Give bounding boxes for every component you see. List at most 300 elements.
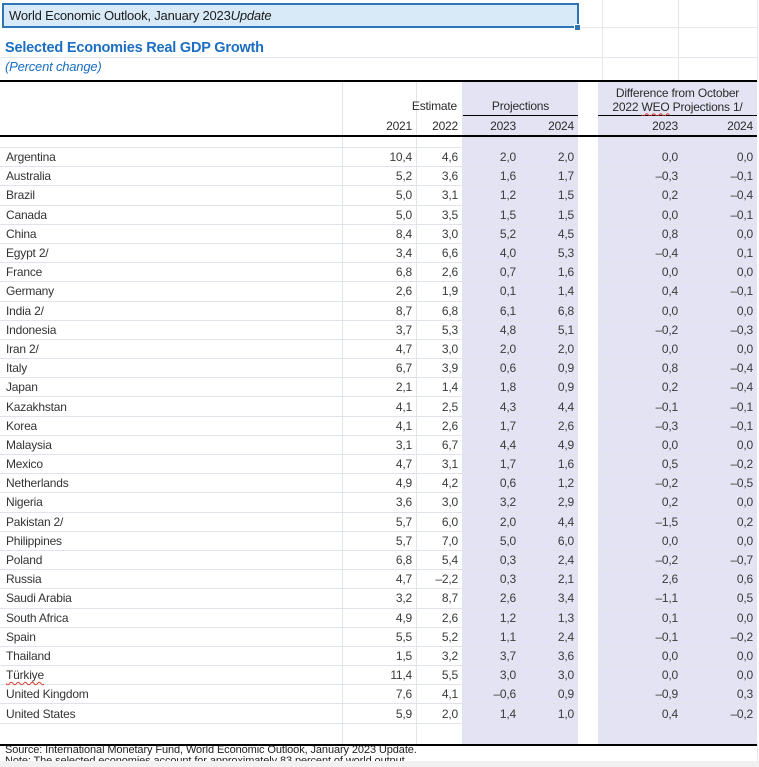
value-cell[interactable]: 5,4 (417, 551, 463, 570)
value-cell[interactable]: 4,8 (463, 321, 520, 340)
value-cell[interactable]: 1,2 (463, 609, 520, 628)
gap-cell[interactable] (578, 532, 598, 551)
year-header-proj-2024[interactable]: 2024 (520, 116, 578, 135)
gap-cell[interactable] (578, 455, 598, 474)
value-cell[interactable]: 8,7 (343, 302, 417, 321)
table-row (0, 647, 757, 666)
country-cell[interactable]: United Kingdom (0, 685, 343, 704)
country-cell[interactable]: Korea (0, 417, 343, 436)
country-name-flagged: Türkiye (6, 668, 44, 683)
table-row (0, 167, 757, 186)
table-row (0, 532, 757, 551)
value-cell[interactable]: 0,8 (598, 225, 682, 244)
spacer-cell (417, 137, 463, 148)
value-cell[interactable]: 0,4 (598, 282, 682, 301)
value-cell[interactable]: 3,0 (417, 340, 463, 359)
value-cell[interactable]: 2,1 (520, 570, 578, 589)
value-cell[interactable]: 0,0 (682, 263, 757, 282)
page-title: Selected Economies Real GDP Growth (5, 40, 264, 56)
gap-cell[interactable] (578, 513, 598, 532)
gap-cell[interactable] (578, 474, 598, 493)
value-cell[interactable]: 8,7 (417, 589, 463, 608)
value-cell[interactable]: 2,6 (343, 282, 417, 301)
difference-header-line1: Difference from October (615, 86, 740, 100)
value-cell[interactable]: 0,0 (682, 493, 757, 512)
value-cell[interactable]: 4,5 (520, 225, 578, 244)
value-cell[interactable]: 4,7 (343, 455, 417, 474)
value-cell[interactable]: 4,3 (463, 397, 520, 416)
value-cell[interactable]: 8,4 (343, 225, 417, 244)
country-cell[interactable]: United States (0, 704, 343, 723)
gap-cell[interactable] (578, 628, 598, 647)
year-header-2021[interactable]: 2021 (343, 116, 417, 135)
value-cell[interactable]: 6,7 (417, 436, 463, 455)
post-cell (463, 724, 520, 744)
value-cell[interactable]: 5,3 (520, 244, 578, 263)
country-cell[interactable]: India 2/ (0, 302, 343, 321)
value-cell[interactable]: 6,0 (417, 513, 463, 532)
gap-cell[interactable] (578, 647, 598, 666)
country-cell[interactable]: Thailand (0, 647, 343, 666)
value-cell[interactable]: 6,6 (417, 244, 463, 263)
value-cell[interactable]: 4,6 (417, 148, 463, 167)
value-cell[interactable]: –0,1 (682, 167, 757, 186)
value-cell[interactable]: 0,0 (598, 148, 682, 167)
country-cell[interactable]: Mexico (0, 455, 343, 474)
gap-cell[interactable] (578, 359, 598, 378)
value-cell[interactable]: 2,4 (520, 551, 578, 570)
spacer-cell (463, 137, 520, 148)
value-cell[interactable]: 5,0 (463, 532, 520, 551)
value-cell[interactable]: 5,7 (343, 532, 417, 551)
value-cell[interactable]: 0,2 (598, 493, 682, 512)
value-cell[interactable]: –0,1 (682, 397, 757, 416)
value-cell[interactable]: –0,1 (682, 206, 757, 225)
value-cell[interactable]: 0,1 (598, 609, 682, 628)
post-cell (578, 724, 598, 744)
gap-cell[interactable] (578, 206, 598, 225)
country-cell[interactable]: Russia (0, 570, 343, 589)
spacer-cell (0, 137, 343, 148)
workbook-title-update: Update (230, 8, 272, 23)
value-cell[interactable]: 6,0 (520, 532, 578, 551)
value-cell[interactable]: 4,9 (343, 474, 417, 493)
value-cell[interactable]: –0,4 (682, 359, 757, 378)
country-cell[interactable]: Australia (0, 167, 343, 186)
country-cell[interactable]: Saudi Arabia (0, 589, 343, 608)
value-cell[interactable]: 0,5 (598, 455, 682, 474)
value-cell[interactable]: 4,7 (343, 570, 417, 589)
gap-cell[interactable] (578, 493, 598, 512)
value-cell[interactable]: 3,2 (343, 589, 417, 608)
country-cell[interactable]: Italy (0, 359, 343, 378)
value-cell[interactable]: 1,4 (417, 378, 463, 397)
value-cell[interactable]: 2,6 (417, 609, 463, 628)
spacer-cell (343, 137, 417, 148)
country-cell[interactable]: Netherlands (0, 474, 343, 493)
value-cell[interactable]: 3,0 (463, 666, 520, 685)
value-cell[interactable]: 0,1 (463, 282, 520, 301)
value-cell[interactable]: 1,7 (520, 167, 578, 186)
value-cell[interactable]: –1,1 (598, 589, 682, 608)
value-cell[interactable]: 5,3 (417, 321, 463, 340)
country-cell[interactable]: Germany (0, 282, 343, 301)
value-cell[interactable]: 1,9 (417, 282, 463, 301)
header-cell-projections[interactable]: Projections (463, 82, 578, 116)
value-cell[interactable]: –0,5 (682, 474, 757, 493)
header-cell-empty[interactable] (343, 82, 417, 116)
value-cell[interactable]: 7,6 (343, 685, 417, 704)
gap-cell[interactable] (578, 148, 598, 167)
value-cell[interactable]: –0,2 (682, 628, 757, 647)
value-cell[interactable]: 6,7 (343, 359, 417, 378)
sheet-gridline (757, 0, 758, 80)
value-cell[interactable]: 1,7 (463, 455, 520, 474)
table-row (0, 321, 757, 340)
value-cell[interactable]: 0,0 (682, 609, 757, 628)
value-cell[interactable]: 2,6 (417, 263, 463, 282)
country-cell[interactable]: Kazakhstan (0, 397, 343, 416)
value-cell[interactable]: 1,1 (463, 628, 520, 647)
value-cell[interactable]: 4,1 (343, 397, 417, 416)
value-cell[interactable]: 3,5 (417, 206, 463, 225)
value-cell[interactable]: 3,4 (343, 244, 417, 263)
value-cell[interactable]: 0,0 (598, 666, 682, 685)
gap-cell[interactable] (578, 436, 598, 455)
value-cell[interactable]: 1,6 (520, 263, 578, 282)
value-cell[interactable]: 3,1 (343, 436, 417, 455)
post-cell (0, 724, 343, 744)
value-cell[interactable]: 6,8 (343, 263, 417, 282)
value-cell[interactable]: 0,4 (598, 704, 682, 723)
value-cell[interactable]: –0,2 (682, 455, 757, 474)
value-cell[interactable]: 0,0 (598, 647, 682, 666)
country-cell[interactable]: Spain (0, 628, 343, 647)
post-cell (343, 724, 417, 744)
value-cell[interactable]: 2,0 (520, 148, 578, 167)
year-header-2022[interactable]: 2022 (417, 116, 463, 135)
value-cell[interactable]: 1,4 (463, 704, 520, 723)
value-cell[interactable]: 1,6 (520, 455, 578, 474)
value-cell[interactable]: 0,7 (463, 263, 520, 282)
value-cell[interactable]: 2,0 (417, 704, 463, 723)
value-cell[interactable]: –0,4 (682, 378, 757, 397)
value-cell[interactable]: 0,0 (598, 263, 682, 282)
value-cell[interactable]: 3,7 (343, 321, 417, 340)
year-header-proj-2023[interactable]: 2023 (463, 116, 520, 135)
value-cell[interactable]: 5,5 (343, 628, 417, 647)
gap-cell[interactable] (578, 589, 598, 608)
value-cell[interactable]: 2,6 (463, 589, 520, 608)
value-cell[interactable]: 3,1 (417, 186, 463, 205)
value-cell[interactable]: 7,0 (417, 532, 463, 551)
value-cell[interactable]: 3,4 (520, 589, 578, 608)
country-cell[interactable]: Indonesia (0, 321, 343, 340)
sheet-gridline (0, 57, 757, 58)
table-row (0, 589, 757, 608)
value-cell[interactable]: 0,0 (682, 225, 757, 244)
table-row (0, 417, 757, 436)
difference-header-weo: WEO (641, 99, 670, 114)
gap-cell[interactable] (578, 570, 598, 589)
table-row (0, 225, 757, 244)
value-cell[interactable]: 11,4 (343, 666, 417, 685)
value-cell[interactable]: 3,0 (520, 666, 578, 685)
year-header-gap[interactable] (578, 116, 598, 135)
value-cell[interactable]: 0,0 (598, 436, 682, 455)
gap-cell[interactable] (578, 321, 598, 340)
country-cell[interactable]: France (0, 263, 343, 282)
value-cell[interactable]: 1,6 (463, 167, 520, 186)
value-cell[interactable]: 4,1 (417, 685, 463, 704)
table-row (0, 302, 757, 321)
spacer-cell (520, 137, 578, 148)
value-cell[interactable]: –0,3 (598, 167, 682, 186)
country-cell[interactable] (0, 666, 343, 685)
value-cell[interactable]: 0,0 (598, 340, 682, 359)
value-cell[interactable]: 0,9 (520, 359, 578, 378)
value-cell[interactable]: –2,2 (417, 570, 463, 589)
value-cell[interactable]: 2,6 (417, 417, 463, 436)
value-cell[interactable]: –0,9 (598, 685, 682, 704)
post-cell (682, 724, 757, 744)
value-cell[interactable]: –0,1 (598, 397, 682, 416)
value-cell[interactable]: –0,3 (682, 321, 757, 340)
value-cell[interactable]: 6,8 (520, 302, 578, 321)
selection-fill-handle[interactable] (574, 24, 581, 31)
value-cell[interactable]: –0,6 (463, 685, 520, 704)
country-cell[interactable]: Malaysia (0, 436, 343, 455)
value-cell[interactable]: 2,0 (463, 513, 520, 532)
value-cell[interactable]: 3,0 (417, 225, 463, 244)
value-cell[interactable]: –0,1 (598, 628, 682, 647)
year-header-diff-2024[interactable]: 2024 (682, 116, 757, 135)
country-cell[interactable]: Pakistan 2/ (0, 513, 343, 532)
value-cell[interactable]: 3,6 (520, 647, 578, 666)
gap-cell[interactable] (578, 302, 598, 321)
gap-cell[interactable] (578, 609, 598, 628)
value-cell[interactable]: 0,2 (598, 186, 682, 205)
value-cell[interactable]: 1,8 (463, 378, 520, 397)
gap-cell[interactable] (578, 225, 598, 244)
table-row (0, 570, 757, 589)
gap-cell[interactable] (578, 417, 598, 436)
value-cell[interactable]: 2,6 (598, 570, 682, 589)
value-cell[interactable]: 5,0 (343, 206, 417, 225)
value-cell[interactable]: 0,6 (463, 474, 520, 493)
value-cell[interactable]: –0,3 (598, 417, 682, 436)
table-body (0, 148, 757, 724)
country-cell[interactable]: Poland (0, 551, 343, 570)
value-cell[interactable]: 0,3 (682, 685, 757, 704)
value-cell[interactable]: 1,5 (463, 206, 520, 225)
gap-cell[interactable] (578, 244, 598, 263)
value-cell[interactable]: 2,4 (520, 628, 578, 647)
value-cell[interactable]: 1,2 (463, 186, 520, 205)
country-cell[interactable]: Nigeria (0, 493, 343, 512)
value-cell[interactable]: 0,0 (682, 148, 757, 167)
value-cell[interactable]: 0,9 (520, 685, 578, 704)
gap-cell[interactable] (578, 340, 598, 359)
value-cell[interactable]: 0,3 (463, 551, 520, 570)
value-cell[interactable]: 4,0 (463, 244, 520, 263)
header-cell-empty[interactable] (0, 82, 343, 116)
value-cell[interactable]: 0,2 (682, 513, 757, 532)
value-cell[interactable]: 3,1 (417, 455, 463, 474)
gap-cell[interactable] (578, 551, 598, 570)
value-cell[interactable]: 10,4 (343, 148, 417, 167)
value-cell[interactable]: 0,0 (598, 532, 682, 551)
country-cell[interactable]: China (0, 225, 343, 244)
value-cell[interactable]: 0,0 (598, 302, 682, 321)
value-cell[interactable]: 1,5 (520, 206, 578, 225)
bottom-strip (0, 761, 759, 767)
country-cell[interactable]: South Africa (0, 609, 343, 628)
value-cell[interactable]: 5,0 (343, 186, 417, 205)
value-cell[interactable]: 1,5 (520, 186, 578, 205)
table-row (0, 493, 757, 512)
spacer-cell (682, 137, 757, 148)
value-cell[interactable]: 6,8 (417, 302, 463, 321)
value-cell[interactable]: 0,9 (520, 378, 578, 397)
value-cell[interactable]: 5,7 (343, 513, 417, 532)
post-cell (417, 724, 463, 744)
value-cell[interactable]: –0,4 (598, 244, 682, 263)
value-cell[interactable]: 2,0 (463, 148, 520, 167)
spacer-cell (598, 137, 682, 148)
value-cell[interactable]: 0,6 (682, 570, 757, 589)
value-cell[interactable]: –1,5 (598, 513, 682, 532)
year-header-empty[interactable] (0, 116, 343, 135)
value-cell[interactable]: 0,0 (598, 206, 682, 225)
gap-cell[interactable] (578, 186, 598, 205)
country-cell[interactable]: Canada (0, 206, 343, 225)
value-cell[interactable]: 3,2 (463, 493, 520, 512)
country-cell[interactable]: Japan (0, 378, 343, 397)
country-cell[interactable]: Brazil (0, 186, 343, 205)
value-cell[interactable]: 4,9 (520, 436, 578, 455)
header-cell-gap[interactable] (578, 82, 598, 116)
value-cell[interactable]: 5,2 (343, 167, 417, 186)
country-cell[interactable]: Iran 2/ (0, 340, 343, 359)
table-row (0, 685, 757, 704)
value-cell[interactable]: 1,2 (520, 474, 578, 493)
value-cell[interactable]: –0,2 (598, 474, 682, 493)
value-cell[interactable]: 4,4 (520, 397, 578, 416)
value-cell[interactable]: 2,1 (343, 378, 417, 397)
value-cell[interactable]: –0,4 (682, 186, 757, 205)
value-cell[interactable]: 5,1 (520, 321, 578, 340)
value-cell[interactable]: 1,7 (463, 417, 520, 436)
value-cell[interactable]: 2,0 (463, 340, 520, 359)
value-cell[interactable]: 5,2 (463, 225, 520, 244)
table-group-header-row (0, 82, 757, 116)
sheet-gridline (678, 0, 679, 80)
value-cell[interactable]: 3,6 (343, 493, 417, 512)
value-cell[interactable]: 0,1 (682, 244, 757, 263)
value-cell[interactable]: 6,1 (463, 302, 520, 321)
gap-cell[interactable] (578, 263, 598, 282)
year-header-diff-2023[interactable]: 2023 (598, 116, 682, 135)
table-row (0, 263, 757, 282)
value-cell[interactable]: 3,9 (417, 359, 463, 378)
value-cell[interactable]: 0,0 (682, 666, 757, 685)
gap-cell[interactable] (578, 666, 598, 685)
table-year-header-row (0, 116, 757, 137)
value-cell[interactable]: 5,5 (417, 666, 463, 685)
value-cell[interactable]: 5,2 (417, 628, 463, 647)
post-cell (598, 724, 682, 744)
gap-cell[interactable] (578, 704, 598, 723)
value-cell[interactable]: 0,0 (682, 436, 757, 455)
value-cell[interactable]: 0,0 (682, 340, 757, 359)
value-cell[interactable]: 0,8 (598, 359, 682, 378)
value-cell[interactable]: 0,0 (682, 532, 757, 551)
value-cell[interactable]: 0,0 (682, 302, 757, 321)
value-cell[interactable]: 0,6 (463, 359, 520, 378)
table-row (0, 628, 757, 647)
value-cell[interactable]: –0,7 (682, 551, 757, 570)
value-cell[interactable]: 4,2 (417, 474, 463, 493)
table-row (0, 186, 757, 205)
value-cell[interactable]: 3,7 (463, 647, 520, 666)
country-cell[interactable]: Philippines (0, 532, 343, 551)
value-cell[interactable]: 6,8 (343, 551, 417, 570)
table-row (0, 436, 757, 455)
gap-cell[interactable] (578, 378, 598, 397)
value-cell[interactable]: 1,4 (520, 282, 578, 301)
value-cell[interactable]: 4,9 (343, 609, 417, 628)
value-cell[interactable]: 0,5 (682, 589, 757, 608)
country-cell[interactable]: Egypt 2/ (0, 244, 343, 263)
value-cell[interactable]: 0,2 (598, 378, 682, 397)
value-cell[interactable]: –0,1 (682, 417, 757, 436)
value-cell[interactable]: –0,2 (598, 321, 682, 340)
gap-cell[interactable] (578, 167, 598, 186)
value-cell[interactable]: –0,1 (682, 282, 757, 301)
value-cell[interactable]: –0,2 (682, 704, 757, 723)
value-cell[interactable]: 4,4 (520, 513, 578, 532)
value-cell[interactable]: 4,7 (343, 340, 417, 359)
value-cell[interactable]: 3,0 (417, 493, 463, 512)
header-cell-difference[interactable] (598, 82, 757, 116)
header-cell-estimate[interactable]: Estimate (417, 82, 463, 116)
value-cell[interactable]: 4,1 (343, 417, 417, 436)
value-cell[interactable]: 3,6 (417, 167, 463, 186)
workbook-title-text: World Economic Outlook, January 2023 (9, 8, 231, 23)
value-cell[interactable]: 1,0 (520, 704, 578, 723)
value-cell[interactable]: 2,9 (520, 493, 578, 512)
value-cell[interactable]: 4,4 (463, 436, 520, 455)
value-cell[interactable]: 1,5 (343, 647, 417, 666)
value-cell[interactable]: 1,3 (520, 609, 578, 628)
title-cell-selected[interactable] (2, 3, 579, 28)
gap-cell[interactable] (578, 397, 598, 416)
value-cell[interactable]: 0,3 (463, 570, 520, 589)
source-line: Source: International Monetary Fund, World Economic Outlook, January 2023 Update. (5, 744, 417, 756)
value-cell[interactable]: 2,5 (417, 397, 463, 416)
country-cell[interactable]: Argentina (0, 148, 343, 167)
value-cell[interactable]: 5,9 (343, 704, 417, 723)
gap-cell[interactable] (578, 685, 598, 704)
value-cell[interactable]: 2,0 (520, 340, 578, 359)
value-cell[interactable]: 0,0 (682, 647, 757, 666)
difference-header-line2-pre: 2022 (612, 99, 642, 114)
value-cell[interactable]: 3,2 (417, 647, 463, 666)
value-cell[interactable]: 2,6 (520, 417, 578, 436)
value-cell[interactable]: –0,2 (598, 551, 682, 570)
gap-cell[interactable] (578, 282, 598, 301)
